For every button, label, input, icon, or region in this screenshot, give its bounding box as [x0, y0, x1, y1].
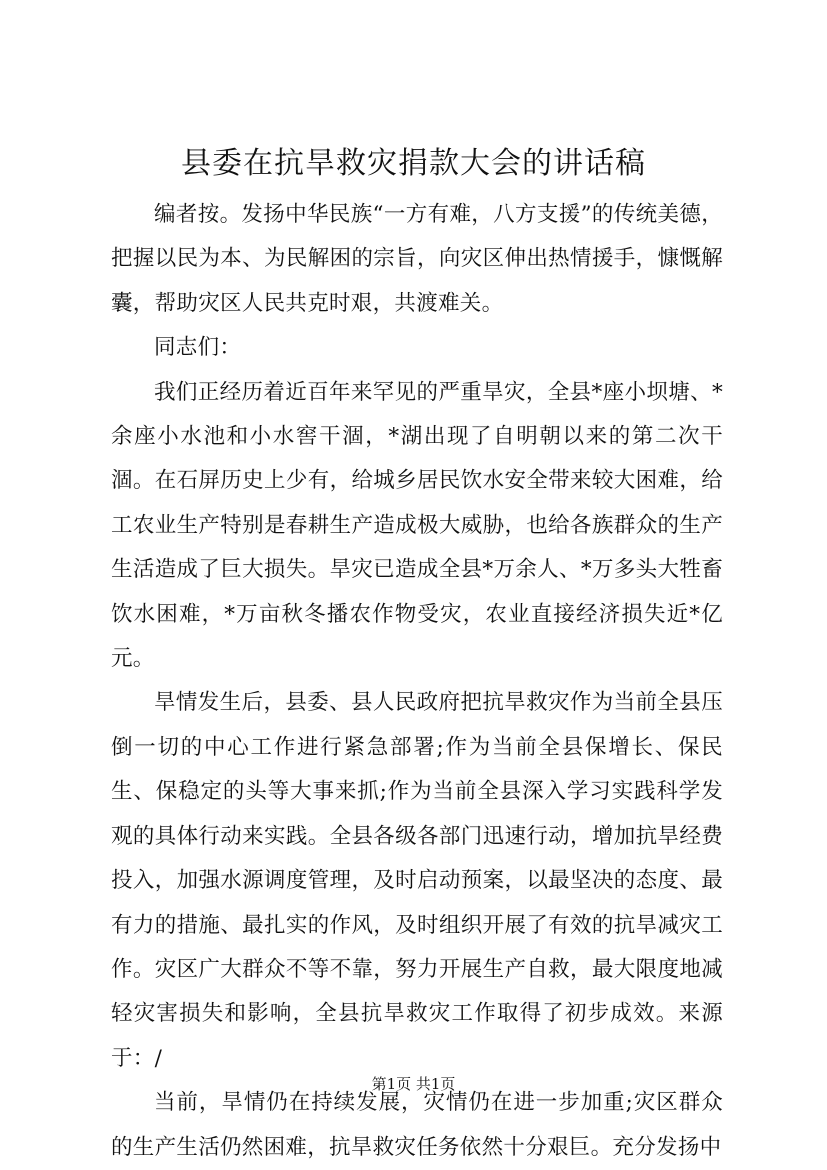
response-paragraph: 旱情发生后，县委、县人民政府把抗旱救灾作为当前全县压倒一切的中心工作进行紧急部署;作为当前全县保增长、保民生、保稳定的头等大事来抓;作为当前全县深入学习实践科学发观的具体行动来实践。全县各级各部门迅速行动，增加抗旱经费投入，加强水源调度管理，及时启动预案，以最坚决的态度、最有力的措施、最扎实的作风，及时组织开展了有效的抗旱减灾工作。灾区广大群众不等不靠，努力开展生产自救，最大限度地减轻灾害损失和影响，全县抗旱救灾工作取得了初步成效。来源于：/: [111, 690, 723, 1071]
editor-note-paragraph: 编者按。发扬中华民族“一方有难，八方支援”的传统美德，把握以民为本、为民解困的宗旨，向灾区伸出热情援手，慷慨解囊，帮助灾区人民共克时艰，共渡难关。: [111, 202, 723, 316]
salutation-paragraph: 同志们：: [154, 335, 242, 361]
current-situation-paragraph: 当前，旱情仍在持续发展，灾情仍在进一步加重;灾区群众的生产生活仍然困难，抗旱救灾任务依然十分艰巨。充分发扬中: [111, 1090, 723, 1160]
page-footer: 第1页 共1页: [371, 1075, 456, 1093]
drought-situation-paragraph: 我们正经历着近百年来罕见的严重旱灾，全县*座小坝塘、*余座小水池和小水窖干涸，*湖出现了自明朝以来的第二次干涸。在石屏历史上少有，给城乡居民饮水安全带来较大困难，给工农业生产特别是春耕生产造成极大威胁，也给各族群众的生产生活造成了巨大损失。旱灾已造成全县*万余人、*万多头大牲畜饮水困难，*万亩秋冬播农作物受灾，农业直接经济损失近*亿元。: [111, 379, 723, 672]
document-body: [111, 193, 723, 1170]
document-title: 县委在抗旱救灾捐款大会的讲话稿: [181, 146, 646, 181]
